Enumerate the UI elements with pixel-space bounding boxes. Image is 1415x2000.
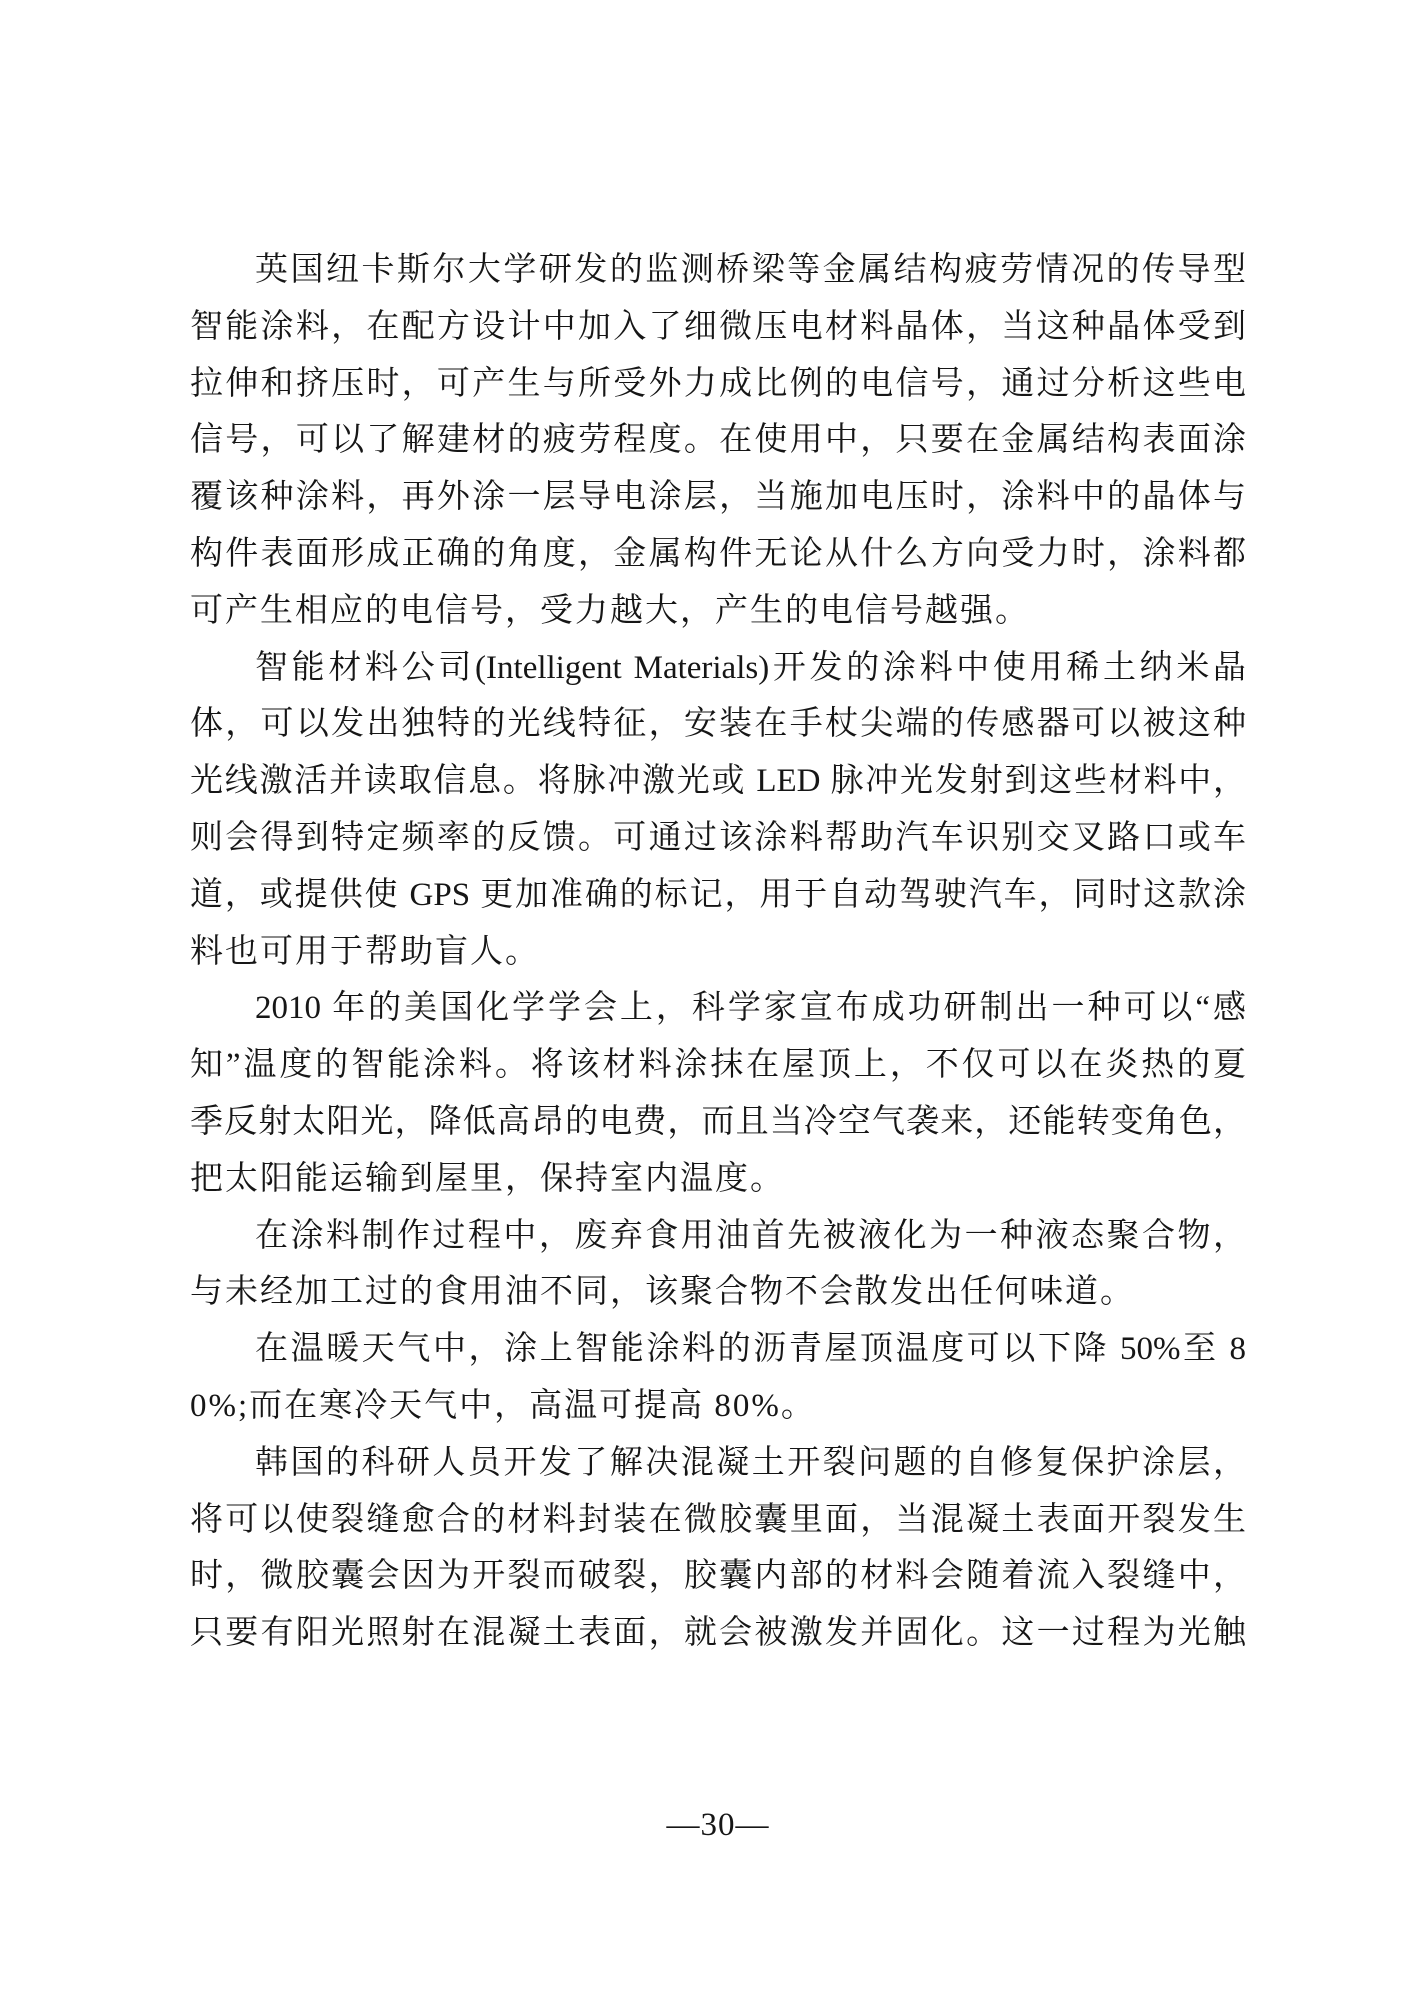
text-line: 覆该种涂料，再外涂一层导电涂层，当施加电压时，涂料中的晶体与 <box>190 479 1246 516</box>
text-line: 与未经加工过的食用油不同，该聚合物不会散发出任何味道。 <box>190 1274 1135 1311</box>
text-line: 则会得到特定频率的反馈。可通过该涂料帮助汽车识别交叉路口或车 <box>190 819 1246 856</box>
text-block <box>190 242 1246 1662</box>
text-line: 把太阳能运输到屋里，保持室内温度。 <box>190 1160 785 1197</box>
text-line: 时，微胶囊会因为开裂而破裂，胶囊内部的材料会随着流入裂缝中， <box>190 1558 1246 1595</box>
text-line: 拉伸和挤压时，可产生与所受外力成比例的电信号，通过分析这些电 <box>190 365 1246 402</box>
text-line: 韩国的科研人员开发了解决混凝土开裂问题的自修复保护涂层， <box>255 1444 1246 1481</box>
text-line: 将可以使裂缝愈合的材料封装在微胶囊里面，当混凝土表面开裂发生 <box>190 1501 1246 1538</box>
text-line: 在涂料制作过程中，废弃食用油首先被液化为一种液态聚合物， <box>255 1217 1246 1254</box>
text-line: 只要有阳光照射在混凝土表面，就会被激发并固化。这一过程为光触 <box>190 1615 1246 1652</box>
text-line: 2010 年的美国化学学会上，科学家宣布成功研制出一种可以“感 <box>255 990 1246 1027</box>
text-line: 智能材料公司(Intelligent Materials)开发的涂料中使用稀土纳米晶 <box>255 649 1246 686</box>
text-line: 道，或提供使 GPS 更加准确的标记，用于自动驾驶汽车，同时这款涂 <box>190 876 1246 913</box>
text-line: 0%;而在寒冷天气中，高温可提高 80%。 <box>190 1387 816 1424</box>
text-line: 可产生相应的电信号，受力越大，产生的电信号越强。 <box>190 592 1030 629</box>
text-line: 体，可以发出独特的光线特征，安装在手杖尖端的传感器可以被这种 <box>190 706 1246 743</box>
page-number: —30— <box>666 1807 770 1843</box>
text-line: 在温暖天气中，涂上智能涂料的沥青屋顶温度可以下降 50%至 8 <box>255 1331 1246 1368</box>
text-line: 智能涂料，在配方设计中加入了细微压电材料晶体，当这种晶体受到 <box>190 308 1246 345</box>
text-line: 季反射太阳光，降低高昂的电费，而且当冷空气袭来，还能转变角色， <box>190 1103 1246 1140</box>
text-line: 知”温度的智能涂料。将该材料涂抹在屋顶上，不仅可以在炎热的夏 <box>190 1047 1246 1084</box>
text-line: 英国纽卡斯尔大学研发的监测桥梁等金属结构疲劳情况的传导型 <box>255 252 1246 288</box>
text-line: 光线激活并读取信息。将脉冲激光或 LED 脉冲光发射到这些材料中， <box>190 763 1246 800</box>
text-line: 信号，可以了解建材的疲劳程度。在使用中，只要在金属结构表面涂 <box>190 422 1246 459</box>
text-line: 料也可用于帮助盲人。 <box>190 933 540 970</box>
text-line: 构件表面形成正确的角度，金属构件无论从什么方向受力时，涂料都 <box>190 535 1246 572</box>
